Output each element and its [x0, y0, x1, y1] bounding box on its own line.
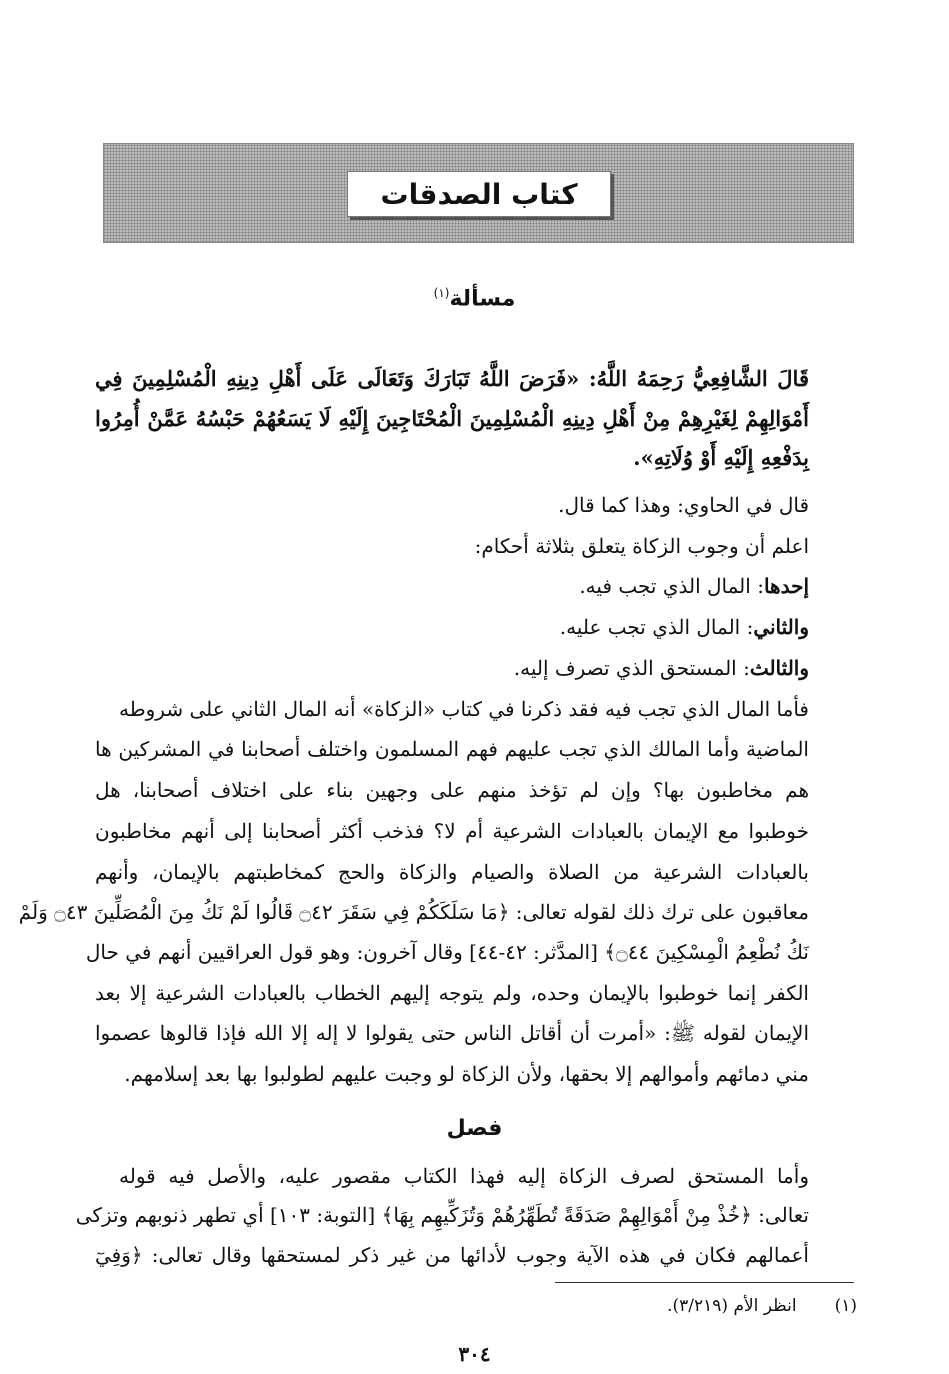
chapter-banner	[103, 143, 854, 243]
text-line: أعمالهم فكان في هذه الآية وجوب لأدائها من غير ذكر لمستحقها وقال تعالى: ﴿وَفِيٓ	[95, 1243, 809, 1267]
text-line: معاقبون على ترك ذلك لقوله تعالى: ﴿مَا سَلَكَكُمْ فِي سَقَرَ ۝٤٢ قَالُوا لَمْ نَكُ مِنَ الْمُصَلِّينَ ۝٤٣ وَلَمْ	[18, 900, 809, 924]
text-line: فأما المال الذي تجب فيه فقد ذكرنا في كتاب «الزكاة» أنه المال الثاني على شروطه	[119, 697, 809, 721]
text-line: بِدَفْعِهِ إِلَيْهِ أَوْ وُلَاتِهِ».	[633, 445, 809, 470]
ruling-text: : المال الذي تجب فيه.	[579, 574, 764, 598]
section-heading-text: مسألة	[449, 286, 516, 312]
fasl-heading: فصل	[446, 1116, 503, 1141]
text-line: وأما المستحق لصرف الزكاة إليه فهذا الكتاب مقصور عليه، والأصل فيه قوله	[119, 1164, 809, 1188]
text-line: أَمْوَالِهِمْ لِغَيْرِهِمْ مِنْ أَهْلِ دِينِهِ الْمُسْلِمِينَ الْمُحْتَاجِينَ إِلَيْهِ لَا يَسَعُهُمْ حَبْسُهُ عَمَّنْ أُمِرُوا	[95, 406, 809, 431]
footnote-text: انظر الأم (٣/٢١٩).	[667, 1296, 797, 1316]
ruling-line	[119, 571, 809, 605]
section-footnote-ref: (١)	[433, 286, 450, 300]
chapter-title-box	[347, 171, 611, 217]
page-number: ٣٠٤	[458, 1342, 491, 1366]
ruling-label: إحدها	[763, 574, 809, 598]
ruling-line	[119, 653, 809, 687]
footnote	[667, 1296, 857, 1316]
text-line: هم مخاطبون بها؟ وإن لم تؤخذ منهم على وجهين بناء على اختلاف أصحابنا، هل	[95, 778, 809, 802]
ruling-text: : المستحق الذي تصرف إليه.	[513, 656, 750, 680]
text-line: قال في الحاوي: وهذا كما قال.	[558, 493, 809, 517]
ruling-label: والثاني	[753, 615, 809, 639]
text-line: قَالَ الشَّافِعِيُّ رَحِمَهُ اللَّهُ: «فَرَضَ اللَّهُ تَبَارَكَ وَتَعَالَى عَلَى أَهْلِ دِينِهِ الْمُسْلِمِينَ فِي	[95, 366, 809, 391]
footnote-number: (١)	[834, 1296, 857, 1316]
text-line: الإيمان لقوله ﷺ: «أمرت أن أقاتل الناس حتى يقولوا لا إله إلا الله فإذا قالوها عصموا	[95, 1021, 809, 1045]
text-line: خوطبوا مع الإيمان بالعبادات الشرعية أم لا؟ فذخب أكثر أصحابنا إلى أنهم مخاطبون	[95, 819, 809, 843]
chapter-title: كتاب الصدقات	[380, 177, 578, 211]
text-line: الكفر إنما خوطبوا بالإيمان وحده، ولم يتوجه إليهم الخطاب بالعبادات الشرعية إلا بعد	[95, 981, 809, 1005]
text-line: تعالى: ﴿خُذْ مِنْ أَمْوَالِهِمْ صَدَقَةً تُطَهِّرُهُمْ وَتُزَكِّيهِم بِهَا﴾ [التوبة: ١٠٣] أي تطهر ذنوبهم وتزكى	[75, 1203, 809, 1227]
ruling-text: : المال الذي تجب عليه.	[559, 615, 754, 639]
ruling-line	[119, 612, 809, 646]
text-line: مني دمائهم وأموالهم إلا بحقها، ولأن الزكاة لو وجبت عليهم لطولبوا بها بعد إسلامهم.	[124, 1062, 809, 1086]
text-line: اعلم أن وجوب الزكاة يتعلق بثلاثة أحكام:	[474, 534, 809, 558]
text-line: بالعبادات الشرعية من الصلاة والصيام والزكاة والحج كمخاطبتهم بالإيمان، وأنهم	[95, 860, 809, 884]
footnote-divider	[555, 1282, 854, 1283]
text-line: الماضية وأما المالك الذي تجب عليهم فهم المسلمون واختلف أصحابنا في المشركين ها	[95, 737, 809, 761]
section-heading	[0, 286, 949, 311]
ruling-label: والثالث	[749, 656, 809, 680]
text-line: نَكُ نُطْعِمُ الْمِسْكِينَ ۝٤٤﴾ [المدَّثر: ٤٢-٤٤] وقال آخرون: وهو قول العراقيين أنهم في حال	[85, 940, 809, 964]
